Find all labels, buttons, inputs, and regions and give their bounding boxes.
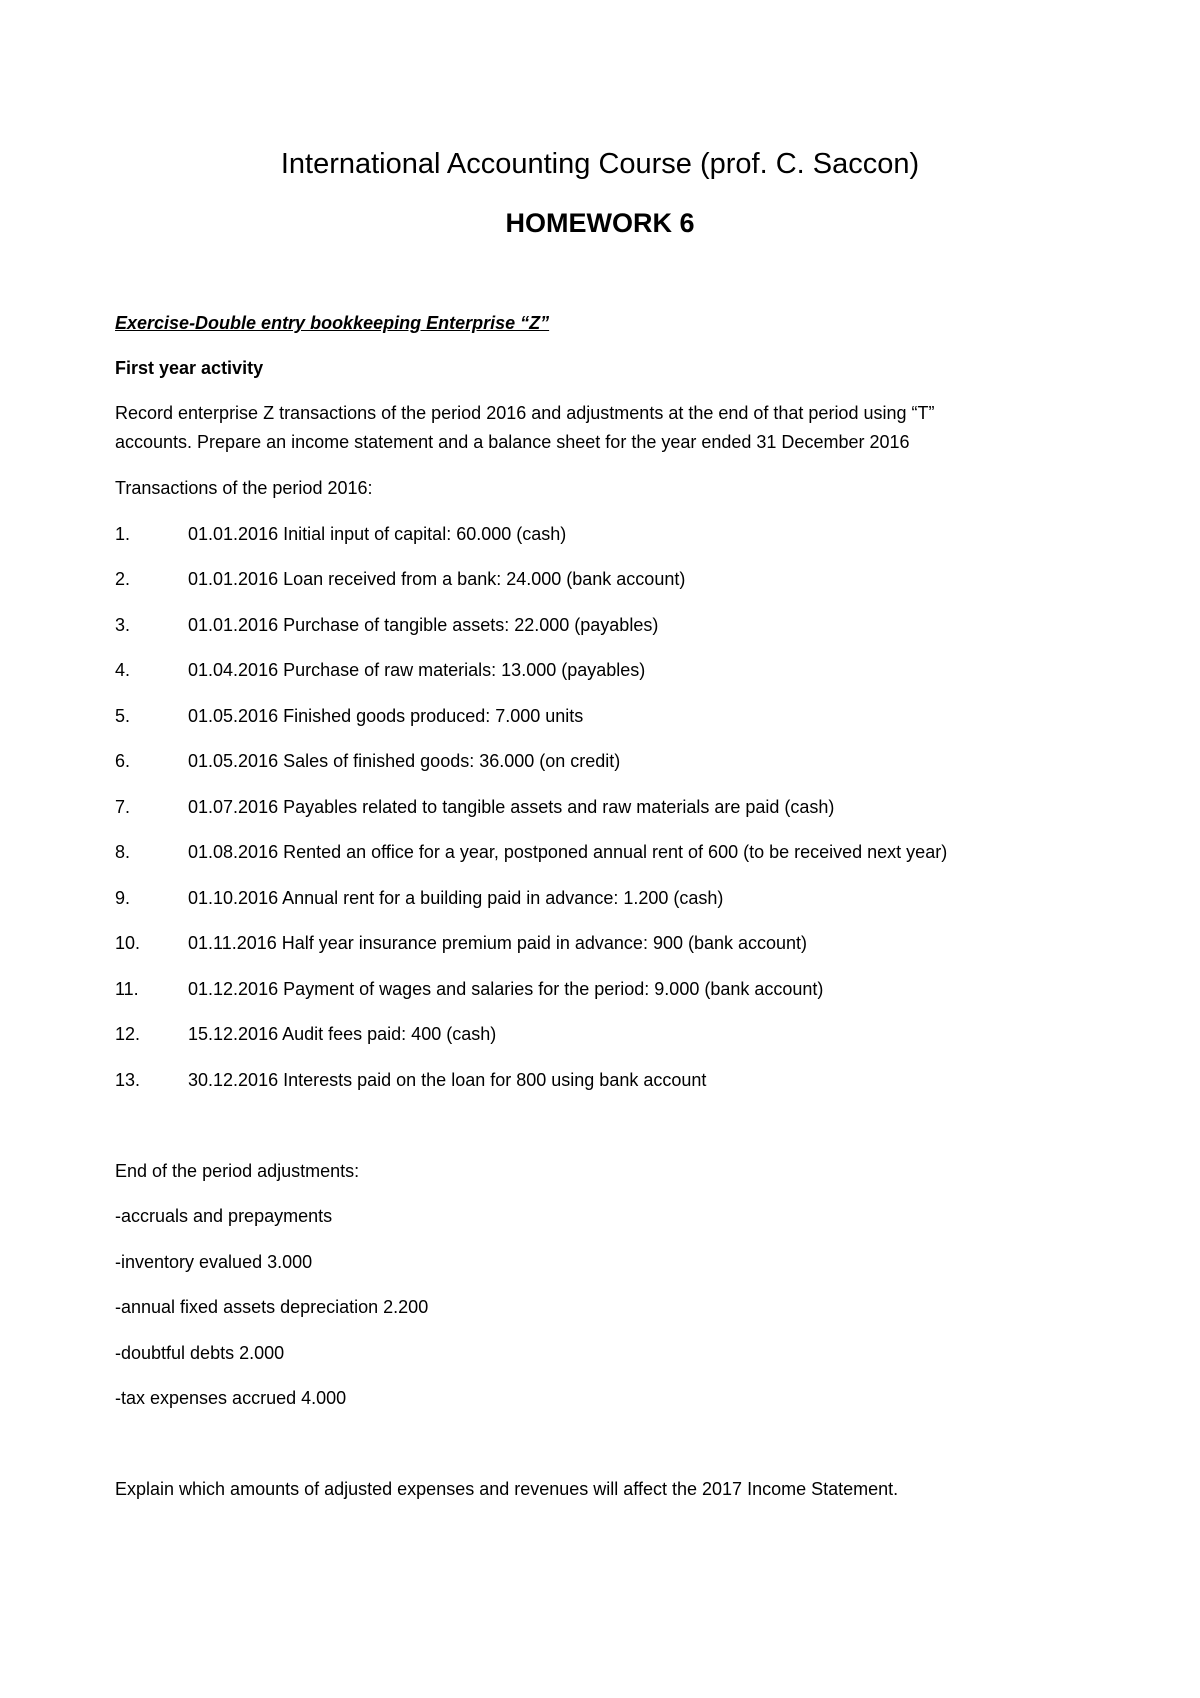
list-item-number: 1. [115,524,131,544]
list-item-number: 10. [115,933,141,953]
list-item-text: 01.11.2016 Half year insurance premium paid in advance: 900 (bank account) [188,933,808,953]
list-item-text: 01.04.2016 Purchase of raw materials: 13.000 (payables) [188,660,646,680]
list-item-text: 01.10.2016 Annual rent for a building paid in advance: 1.200 (cash) [188,888,724,908]
exercise-subtitle: First year activity [115,358,264,378]
list-item-text: 01.08.2016 Rented an office for a year, postponed annual rent of 600 (to be received next year) [188,842,948,862]
adjustment-item: -tax expenses accrued 4.000 [115,1388,347,1408]
list-item-number: 5. [115,706,131,726]
adjustment-item: -accruals and prepayments [115,1206,333,1226]
list-item-number: 12. [115,1024,141,1044]
list-item-number: 4. [115,660,131,680]
list-item-number: 3. [115,615,131,635]
list-item-number: 9. [115,888,131,908]
list-item-text: 01.12.2016 Payment of wages and salaries for the period: 9.000 (bank account) [188,979,824,999]
final-question: Explain which amounts of adjusted expenses and revenues will affect the 2017 Income Statement. [115,1479,899,1499]
list-item-number: 6. [115,751,131,771]
list-item-text: 30.12.2016 Interests paid on the loan for 800 using bank account [188,1070,707,1090]
list-item-text: 15.12.2016 Audit fees paid: 400 (cash) [188,1024,497,1044]
list-item-text: 01.01.2016 Purchase of tangible assets: 22.000 (payables) [188,615,659,635]
list-item-text: 01.05.2016 Finished goods produced: 7.000 units [188,706,584,726]
adjustment-item: -doubtful debts 2.000 [115,1343,285,1363]
list-item-number: 13. [115,1070,141,1090]
adjustment-item: -annual fixed assets depreciation 2.200 [115,1297,429,1317]
list-item-number: 2. [115,569,131,589]
homework-title: HOMEWORK 6 [505,208,695,238]
transactions-heading: Transactions of the period 2016: [115,478,373,498]
list-item-number: 7. [115,797,131,817]
list-item-number: 11. [115,979,139,999]
course-title: International Accounting Course (prof. C. Saccon) [280,148,920,180]
list-item-text: 01.01.2016 Loan received from a bank: 24.000 (bank account) [188,569,686,589]
instructions-line-2: accounts. Prepare an income statement and a balance sheet for the year ended 31 December 2016 [115,432,910,452]
exercise-title: Exercise-Double entry bookkeeping Enterprise “Z” [115,313,550,333]
instructions-line-1: Record enterprise Z transactions of the period 2016 and adjustments at the end of that period using “T” [115,403,935,423]
adjustment-item: -inventory evalued 3.000 [115,1252,313,1272]
adjustments-heading: End of the period adjustments: [115,1161,360,1181]
list-item-number: 8. [115,842,131,862]
list-item-text: 01.05.2016 Sales of finished goods: 36.000 (on credit) [188,751,621,771]
list-item-text: 01.07.2016 Payables related to tangible assets and raw materials are paid (cash) [188,797,835,817]
list-item-text: 01.01.2016 Initial input of capital: 60.000 (cash) [188,524,567,544]
